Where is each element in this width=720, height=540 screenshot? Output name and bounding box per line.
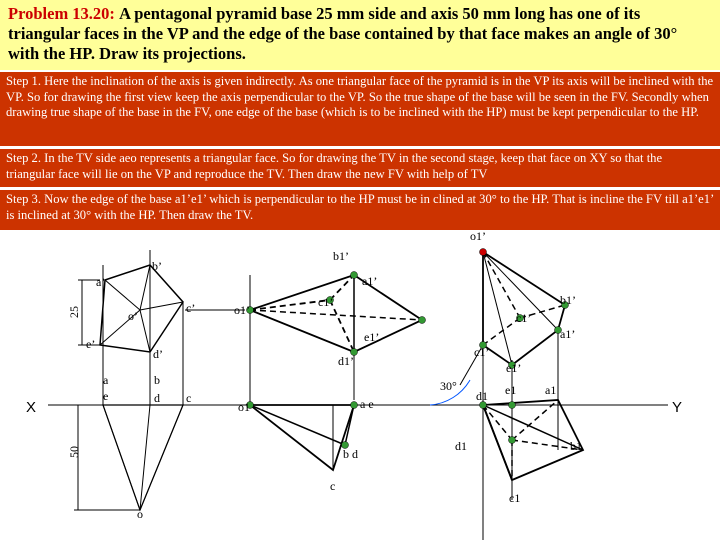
step-3-text: Step 3. Now the edge of the base a1’e1’ which is perpendicular to the HP must be in clined at 30° to the HP. That is incline the FV till a1’e1’ is inclined at 30° with the HP. Then draw the TV.: [6, 192, 714, 222]
problem-text: A pentagonal pyramid base 25 mm side and axis 50 mm long has one of its triangular faces in the VP and the edge of the base contained by that face makes an angle of 30° with the HP. Draw its projections.: [8, 4, 678, 63]
tv3-b1-label: b1: [570, 439, 582, 453]
fv1-pentagon: [100, 265, 183, 352]
fv1-b-label: b’: [152, 259, 162, 273]
tv1-o-label: o: [137, 507, 143, 521]
tv3-c1-label: c1: [509, 491, 521, 505]
tv2-outline: [250, 405, 354, 470]
tv2-o1-label: o1: [238, 400, 250, 414]
tv3-d1-label: d1: [476, 389, 488, 403]
fv2-d1-label: d1’: [338, 354, 354, 368]
fv3-o1-label: o1’: [470, 230, 486, 243]
tv3-hidden-edge: [512, 400, 558, 440]
fv1-edge: [140, 310, 150, 352]
dimension-50-label: 50: [67, 446, 81, 458]
step-3-box: [0, 190, 720, 230]
fv3-e1-label: e1’: [506, 361, 522, 375]
tv3-a1-label: a1: [545, 383, 557, 397]
tv1-e-label: e: [103, 389, 109, 403]
tv1-b-label: b: [154, 373, 160, 387]
tv3-d1b-label: d1: [455, 439, 467, 453]
tv1-outline: [103, 405, 183, 510]
fv2-e1-label: e1’: [364, 330, 380, 344]
tv2-ae-label: a e: [360, 397, 374, 411]
point-marker: [351, 272, 358, 279]
projector-line: [140, 405, 150, 510]
apex-marker: [480, 249, 487, 256]
fv2-o1-label: o1’: [234, 303, 250, 317]
tv2-c-label: c: [330, 479, 336, 493]
point-marker: [419, 317, 426, 324]
fv3-b1-label: b1’: [560, 293, 576, 307]
tv2-edge: [250, 405, 345, 445]
problem-number: Problem 13.20:: [8, 4, 115, 23]
step-1-text: Step 1. Here the inclination of the axis is given indirectly. As one triangular face of the pyramid is in the VP its axis will be inclined with the VP. So for drawing the first view keep the axis perpendicular to the VP. So the true shape of the base will be seen in the FV. Secondly when drawing true shape of the base in the FV, one edge of the base (which is to be inclined with the HP) must be kept perpendicular to the HP.: [6, 74, 714, 120]
projection-drawing: [0, 230, 720, 540]
fv2-b1-label: b1’: [333, 249, 349, 263]
fv2-c1-label: c1’: [318, 295, 334, 309]
angle-30-label: 30°: [440, 379, 457, 393]
fv2-edge: [250, 310, 354, 352]
y-label: Y: [672, 399, 683, 416]
x-label: X: [26, 399, 37, 416]
tv2-edge: [345, 405, 354, 445]
fv1-c-label: c’: [186, 301, 196, 315]
fv3-hidden-edge: [483, 318, 520, 345]
fv3-a1-label: a1’: [560, 327, 576, 341]
fv1-a-label: a’: [96, 275, 106, 289]
step-1-box: [0, 72, 720, 146]
step-2-box: [0, 149, 720, 187]
dimension-25-label: 25: [67, 306, 81, 318]
point-marker: [509, 437, 516, 444]
step-2-text: Step 2. In the TV side aeo represents a triangular face. So for drawing the TV in the second stage, keep that face on XY so that the triangular face will lie on the VP and reproduce the TV. Then draw the new FV with help of TV: [6, 151, 663, 181]
fv2-a1-label: a1’: [362, 274, 378, 288]
problem-statement: [0, 0, 720, 70]
tv3-e1-label: e1: [505, 383, 517, 397]
fv1-edge: [140, 302, 183, 310]
tv1-a-label: a: [103, 373, 109, 387]
tv2-bd-label: b d: [343, 447, 358, 461]
point-marker: [509, 402, 516, 409]
fv1-d-label: d’: [153, 347, 163, 361]
fv1-edge: [140, 265, 150, 310]
tv1-d-label: d: [154, 391, 160, 405]
fv1-e-label: e’: [86, 337, 96, 351]
fv1-edge: [105, 280, 140, 310]
fv1-o-label: o’: [128, 309, 138, 323]
fv3-c1b-label: c1’: [474, 345, 490, 359]
tv3-hidden-edge: [483, 405, 512, 440]
fv3-c1-label: c1’: [516, 311, 532, 325]
point-marker: [351, 402, 358, 409]
tv1-c-label: c: [186, 391, 192, 405]
